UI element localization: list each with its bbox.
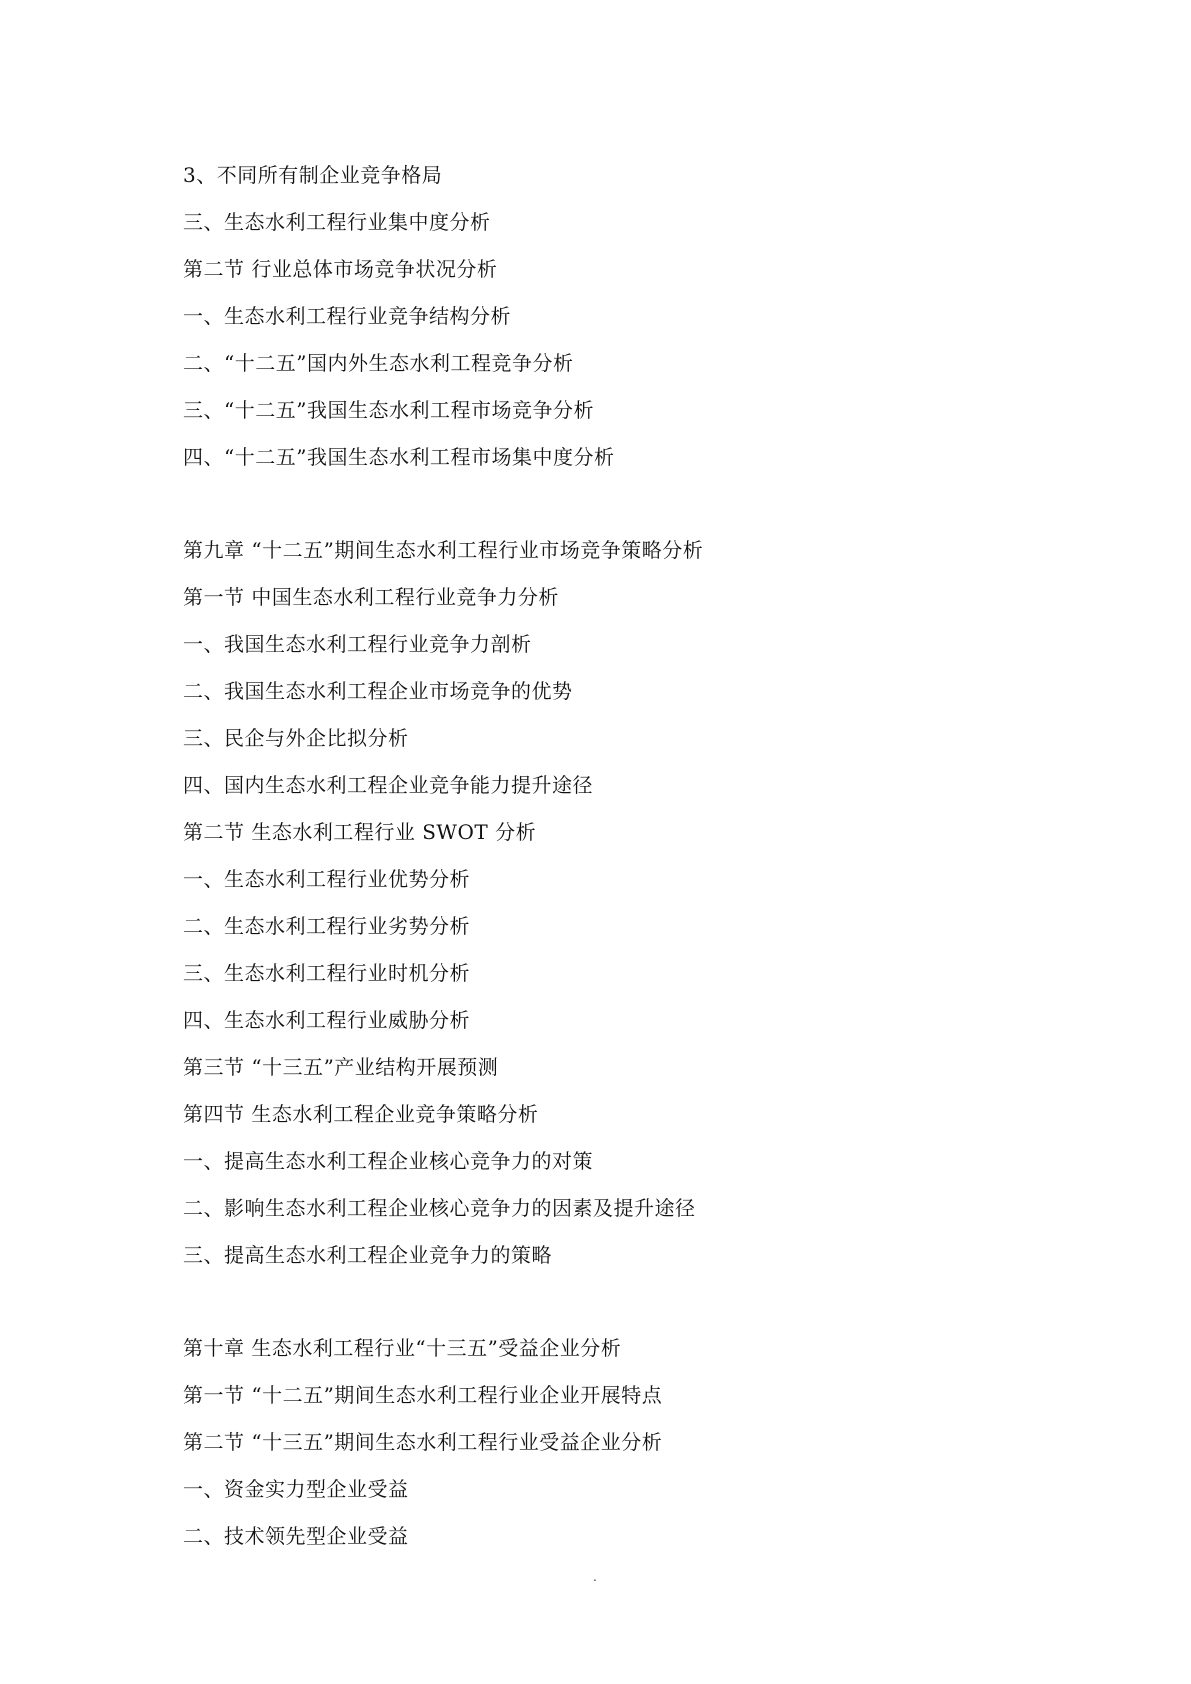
toc-line: 一、我国生态水利工程行业竞争力剖析 bbox=[183, 632, 532, 656]
toc-line: 四、“十二五”我国生态水利工程市场集中度分析 bbox=[183, 445, 615, 469]
toc-line: 四、生态水利工程行业威胁分析 bbox=[183, 1008, 470, 1032]
toc-section-1 bbox=[183, 152, 1133, 481]
toc-line: 第二节 “十三五”期间生态水利工程行业受益企业分析 bbox=[183, 1430, 663, 1454]
toc-line: 二、影响生态水利工程企业核心竞争力的因素及提升途径 bbox=[183, 1196, 696, 1220]
chapter-heading: 第十章 生态水利工程行业“十三五”受益企业分析 bbox=[183, 1336, 622, 1360]
toc-line: 四、国内生态水利工程企业竞争能力提升途径 bbox=[183, 773, 593, 797]
toc-line: 第四节 生态水利工程企业竞争策略分析 bbox=[183, 1102, 539, 1126]
chapter-heading: 第九章 “十二五”期间生态水利工程行业市场竞争策略分析 bbox=[183, 538, 704, 562]
toc-line: 三、生态水利工程行业时机分析 bbox=[183, 961, 470, 985]
toc-line: 第二节 生态水利工程行业 SWOT 分析 bbox=[183, 820, 537, 844]
toc-line: 第二节 行业总体市场竞争状况分析 bbox=[183, 257, 498, 281]
toc-line: 一、生态水利工程行业优势分析 bbox=[183, 867, 470, 891]
toc-line: 三、生态水利工程行业集中度分析 bbox=[183, 210, 491, 234]
toc-line: 第一节 “十二五”期间生态水利工程行业企业开展特点 bbox=[183, 1383, 663, 1407]
toc-line: 3、不同所有制企业竞争格局 bbox=[183, 163, 443, 187]
footer-mark: . bbox=[593, 1570, 597, 1584]
toc-line: 二、生态水利工程行业劣势分析 bbox=[183, 914, 470, 938]
toc-line: 二、技术领先型企业受益 bbox=[183, 1524, 409, 1548]
toc-line: 一、提高生态水利工程企业核心竞争力的对策 bbox=[183, 1149, 593, 1173]
toc-section-3 bbox=[183, 1325, 1133, 1560]
section-gap bbox=[183, 1279, 1133, 1325]
toc-line: 二、我国生态水利工程企业市场竞争的优势 bbox=[183, 679, 573, 703]
toc-line: 三、民企与外企比拟分析 bbox=[183, 726, 409, 750]
toc-section-2 bbox=[183, 527, 1133, 1279]
toc-line: 一、生态水利工程行业竞争结构分析 bbox=[183, 304, 511, 328]
toc-line: 二、“十二五”国内外生态水利工程竞争分析 bbox=[183, 351, 574, 375]
toc-line: 第一节 中国生态水利工程行业竞争力分析 bbox=[183, 585, 559, 609]
toc-line: 一、资金实力型企业受益 bbox=[183, 1477, 409, 1501]
section-gap bbox=[183, 481, 1133, 527]
toc-line: 第三节 “十三五”产业结构开展预测 bbox=[183, 1055, 499, 1079]
toc-line: 三、“十二五”我国生态水利工程市场竞争分析 bbox=[183, 398, 594, 422]
toc-content bbox=[183, 152, 1133, 1560]
toc-line: 三、提高生态水利工程企业竞争力的策略 bbox=[183, 1243, 552, 1267]
